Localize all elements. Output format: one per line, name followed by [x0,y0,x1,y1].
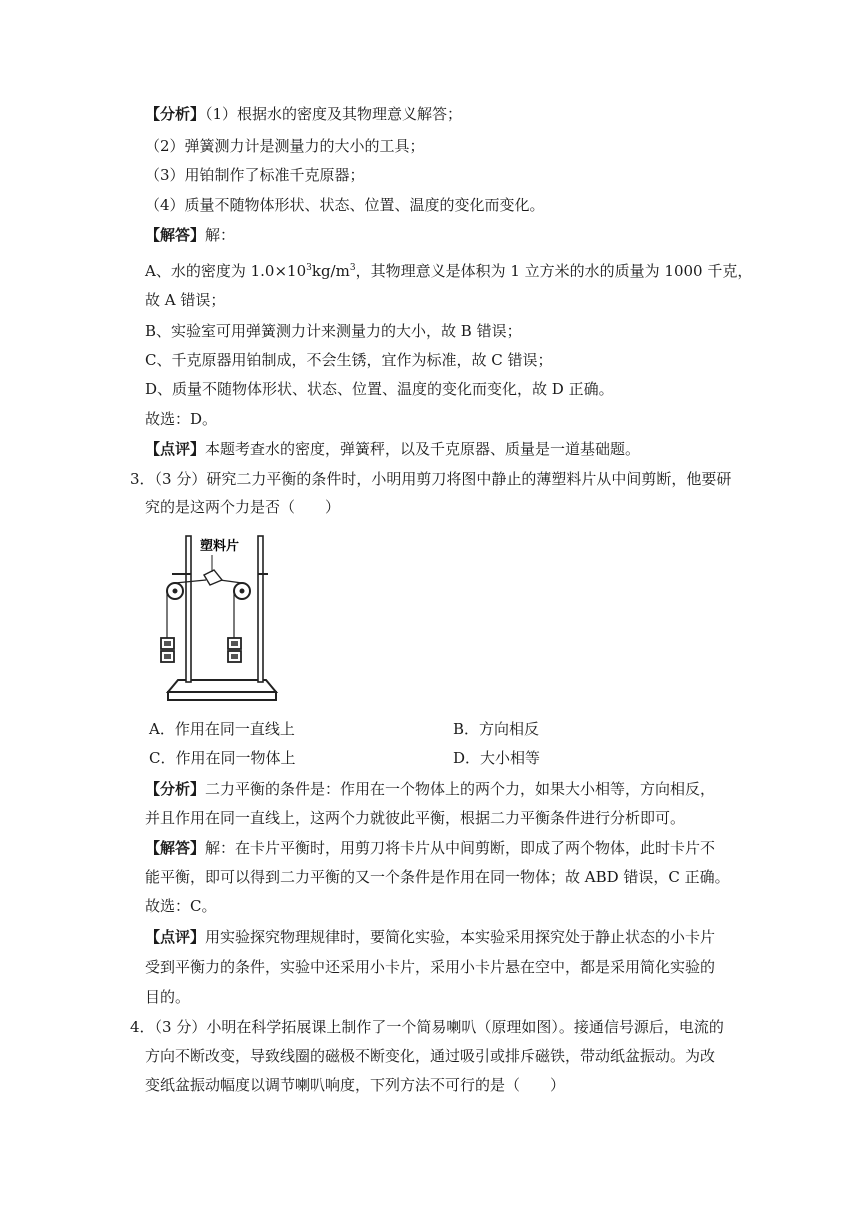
q3-answer-line-1: 【解答】解：在卡片平衡时，用剪刀将卡片从中间剪断，即成了两个物体，此时卡片不 [145,839,716,857]
answer-tag: 【解答】 [145,226,206,244]
figure-label: 塑料片 [200,539,240,554]
answer-option-a-cont: 故 A 错误； [145,291,226,309]
comment-tag: 【点评】 [145,440,206,458]
q3-analysis-line-2: 并且作用在同一直线上，这两个力就彼此平衡，根据二力平衡条件进行分析即可。 [145,809,686,827]
option-c: C．作用在同一物体上 [149,749,296,767]
q3-analysis-tag: 【分析】 [145,780,206,798]
question-3-stem-2: 究的是这两个力是否（ ） [145,498,341,516]
q3-comment-tag: 【点评】 [145,928,206,946]
q3-comment-line-2: 受到平衡力的条件，实验中还采用小卡片，采用小卡片悬在空中，都是采用简化实验的 [145,958,716,976]
analysis-line-2: （2）弹簧测力计是测量力的大小的工具； [145,137,425,155]
option-b: B．方向相反 [453,720,540,738]
q3-comment-line-3: 目的。 [145,988,191,1006]
balance-apparatus-figure [160,528,280,710]
answer-option-c: C、千克原器用铂制成，不会生锈，宜作为标准，故 C 错误； [145,351,553,369]
analysis-line-4: （4）质量不随物体形状、状态、位置、温度的变化而变化。 [145,196,545,214]
q3-answer-choice: 故选：C。 [145,897,217,915]
question-4-stem-2: 方向不断改变，导致线圈的磁极不断变化，通过吸引或排斥磁铁，带动纸盆振动。为改 [145,1047,716,1065]
question-4-stem-1: 4．（3 分）小明在科学拓展课上制作了一个简易喇叭（原理如图）。接通信号源后，电流的 [130,1018,724,1036]
answer-option-d: D、质量不随物体形状、状态、位置、温度的变化而变化，故 D 正确。 [145,380,614,398]
question-4-stem-3: 变纸盆振动幅度以调节喇叭响度，下列方法不可行的是（ ） [145,1076,566,1094]
q3-answer-tag: 【解答】 [145,839,206,857]
q3-comment-line-1: 【点评】用实验探究物理规律时，要简化实验，本实验采用探究处于静止状态的小卡片 [145,928,716,946]
q3-answer-line-2: 能平衡，即可以得到二力平衡的又一个条件是作用在同一物体；故 ABD 错误，C 正确。 [145,868,730,886]
option-d: D．大小相等 [453,749,541,767]
analysis-line-3: （3）用铂制作了标准千克原器； [145,166,365,184]
comment-line: 【点评】本题考查水的密度，弹簧秤，以及千克原器、质量是一道基础题。 [145,440,641,458]
answer-option-b: B、实验室可用弹簧测力计来测量力的大小，故 B 错误； [145,322,522,340]
answer-choice: 故选：D。 [145,410,218,428]
question-3-stem-1: 3．（3 分）研究二力平衡的条件时，小明用剪刀将图中静止的薄塑料片从中间剪断，他要研 [130,470,732,488]
answer-option-a: A、水的密度为 $1.0\times 10^3kg/m^3$，其物理意义是体积为 1 立方米的水的质量为 1000 千克， [145,262,753,280]
option-a: A．作用在同一直线上 [149,720,295,738]
q3-analysis-line-1: 【分析】二力平衡的条件是：作用在一个物体上的两个力，如果大小相等，方向相反， [145,780,716,798]
balance-apparatus-diagram [160,528,280,710]
analysis-tag: 【分析】 [145,105,206,123]
analysis-line-1: 【分析】（1）根据水的密度及其物理意义解答； [145,105,463,123]
answer-heading: 【解答】解： [145,226,236,244]
